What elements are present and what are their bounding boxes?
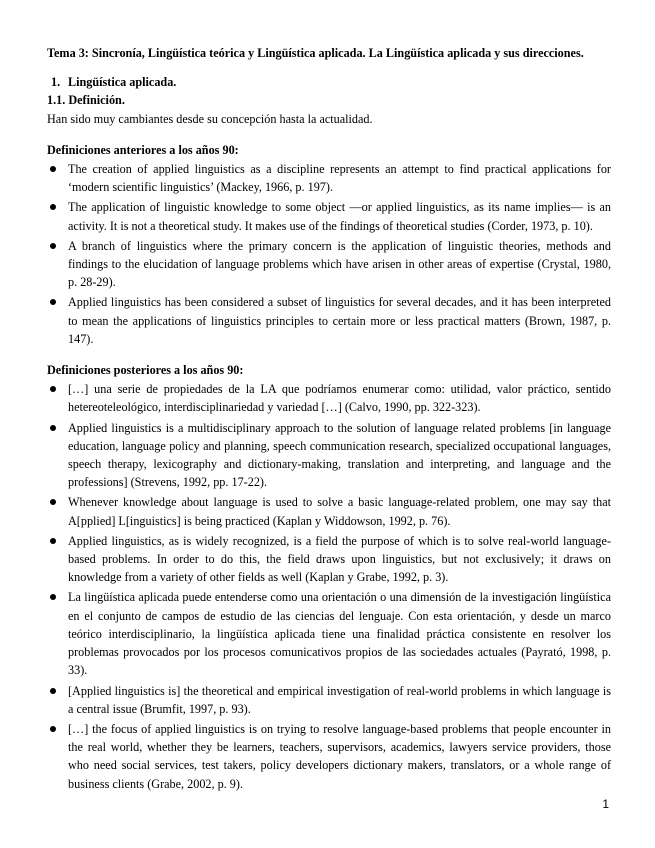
bullet-icon	[50, 726, 56, 732]
definition-text: The creation of applied linguistics as a discipline represents an attempt to find practical applications for ‘modern scientific linguistics’ (Mackey, 1966, p. 197).	[68, 162, 611, 195]
bullet-icon	[50, 386, 56, 392]
list-item	[47, 380, 611, 416]
document-page	[47, 44, 611, 806]
definition-text: […] una serie de propiedades de la LA que podríamos enumerar como: utilidad, valor práctico, sentido hetereoteleológico, interdisciplinariedad y variedad […] (Calvo, 1990, pp. 322-323).	[68, 382, 611, 415]
bullet-icon	[50, 204, 56, 210]
definition-list-pre-90s	[47, 160, 611, 348]
list-item	[47, 588, 611, 679]
definition-list-post-90s	[47, 380, 611, 792]
definition-text: A branch of linguistics where the primary concern is the application of linguistic theories, methods and findings to the elucidation of language problems which have arisen in other areas of expertise (Crystal, 1980, p. 28-29).	[68, 238, 611, 290]
definition-text: [Applied linguistics is] the theoretical and empirical investigation of real-world problems in which language is a central issue (Brumfit, 1997, p. 93).	[68, 683, 611, 716]
list-item	[47, 160, 611, 196]
bullet-icon	[50, 299, 56, 305]
section-label: Lingüística aplicada.	[68, 75, 177, 90]
group-heading-pre-90s: Definiciones anteriores a los años 90:	[47, 142, 239, 157]
definition-text: Applied linguistics has been considered a subset of linguistics for several decades, and it has been interpreted to mean the applications of linguistics principles to certain more or less practical matters (Brown, 1987, p. 147).	[68, 295, 611, 346]
section-heading	[47, 73, 611, 91]
list-item	[47, 532, 611, 587]
list-item	[47, 720, 611, 793]
bullet-icon	[50, 538, 56, 544]
list-item	[47, 682, 611, 718]
definition-text: Whenever knowledge about language is used to solve a basic language-related problem, one may say that A[pplied] L[inguistics] is being practiced (Kaplan y Widdowson, 1992, p. 76).	[68, 495, 611, 528]
list-item	[47, 198, 611, 234]
intro-paragraph: Han sido muy cambiantes desde su concepción hasta la actualidad.	[47, 111, 373, 126]
group-heading-post-90s: Definiciones posteriores a los años 90:	[47, 363, 244, 378]
bullet-icon	[50, 166, 56, 172]
definition-text: The application of linguistic knowledge to some object —or applied linguistics, as its name implies— is an activity. It is not a theoretical study. It makes use of the findings of theoretical studies (Corder, 1973, p. 10).	[68, 200, 611, 233]
subsection-heading: 1.1. Definición.	[47, 93, 125, 108]
definition-text: La lingüística aplicada puede entenderse como una orientación o una dimensión de la investigación lingüística en el conjunto de campos de estudio de las ciencias del lenguaje. Con esta orientación, y desde un marco teórico interdisciplinario, la lingüística aplicada tiene una finalidad práctica consistente en resolver los problemas provocados por los procesos comunicativos propios de las sociedades actuales (Payrató, 1998, p. 33).	[68, 590, 611, 678]
bullet-icon	[50, 594, 56, 600]
list-item	[47, 293, 611, 348]
bullet-icon	[50, 425, 56, 431]
definition-text: Applied linguistics is a multidisciplinary approach to the solution of language related problems [in language education, language policy and planning, speech communication research, specialized occupational languages, speech therapy, lexicography and dictionary-making, translation and interpreting, and language and the professions] (Strevens, 1992, pp. 17-22).	[68, 420, 611, 490]
definition-text: […] the focus of applied linguistics is on trying to resolve language-based problems that people encounter in the real world, whether they be learners, teachers, supervisors, academics, lawyers service providers, those who need social services, test takers, policy developers dictionary makers, translators, or a whole range of business clients (Grabe, 2002, p. 9).	[68, 721, 611, 791]
list-item	[47, 237, 611, 292]
list-item	[47, 493, 611, 529]
bullet-icon	[50, 688, 56, 694]
section-number: 1.	[51, 75, 61, 90]
bullet-icon	[50, 243, 56, 249]
page-number: 1	[602, 797, 609, 811]
bullet-icon	[50, 499, 56, 505]
definition-text: Applied linguistics, as is widely recognized, is a field the purpose of which is to solve real-world language-based problems. In order to do this, the field draws upon linguistics, but not exclusively; it draws on knowledge from a variety of other fields as well (Kaplan y Grabe, 1992, p. 3).	[68, 533, 611, 585]
document-title: Tema 3: Sincronía, Lingüística teórica y Lingüística aplicada. La Lingüística aplicada y sus direcciones.	[47, 46, 584, 60]
list-item	[47, 419, 611, 492]
